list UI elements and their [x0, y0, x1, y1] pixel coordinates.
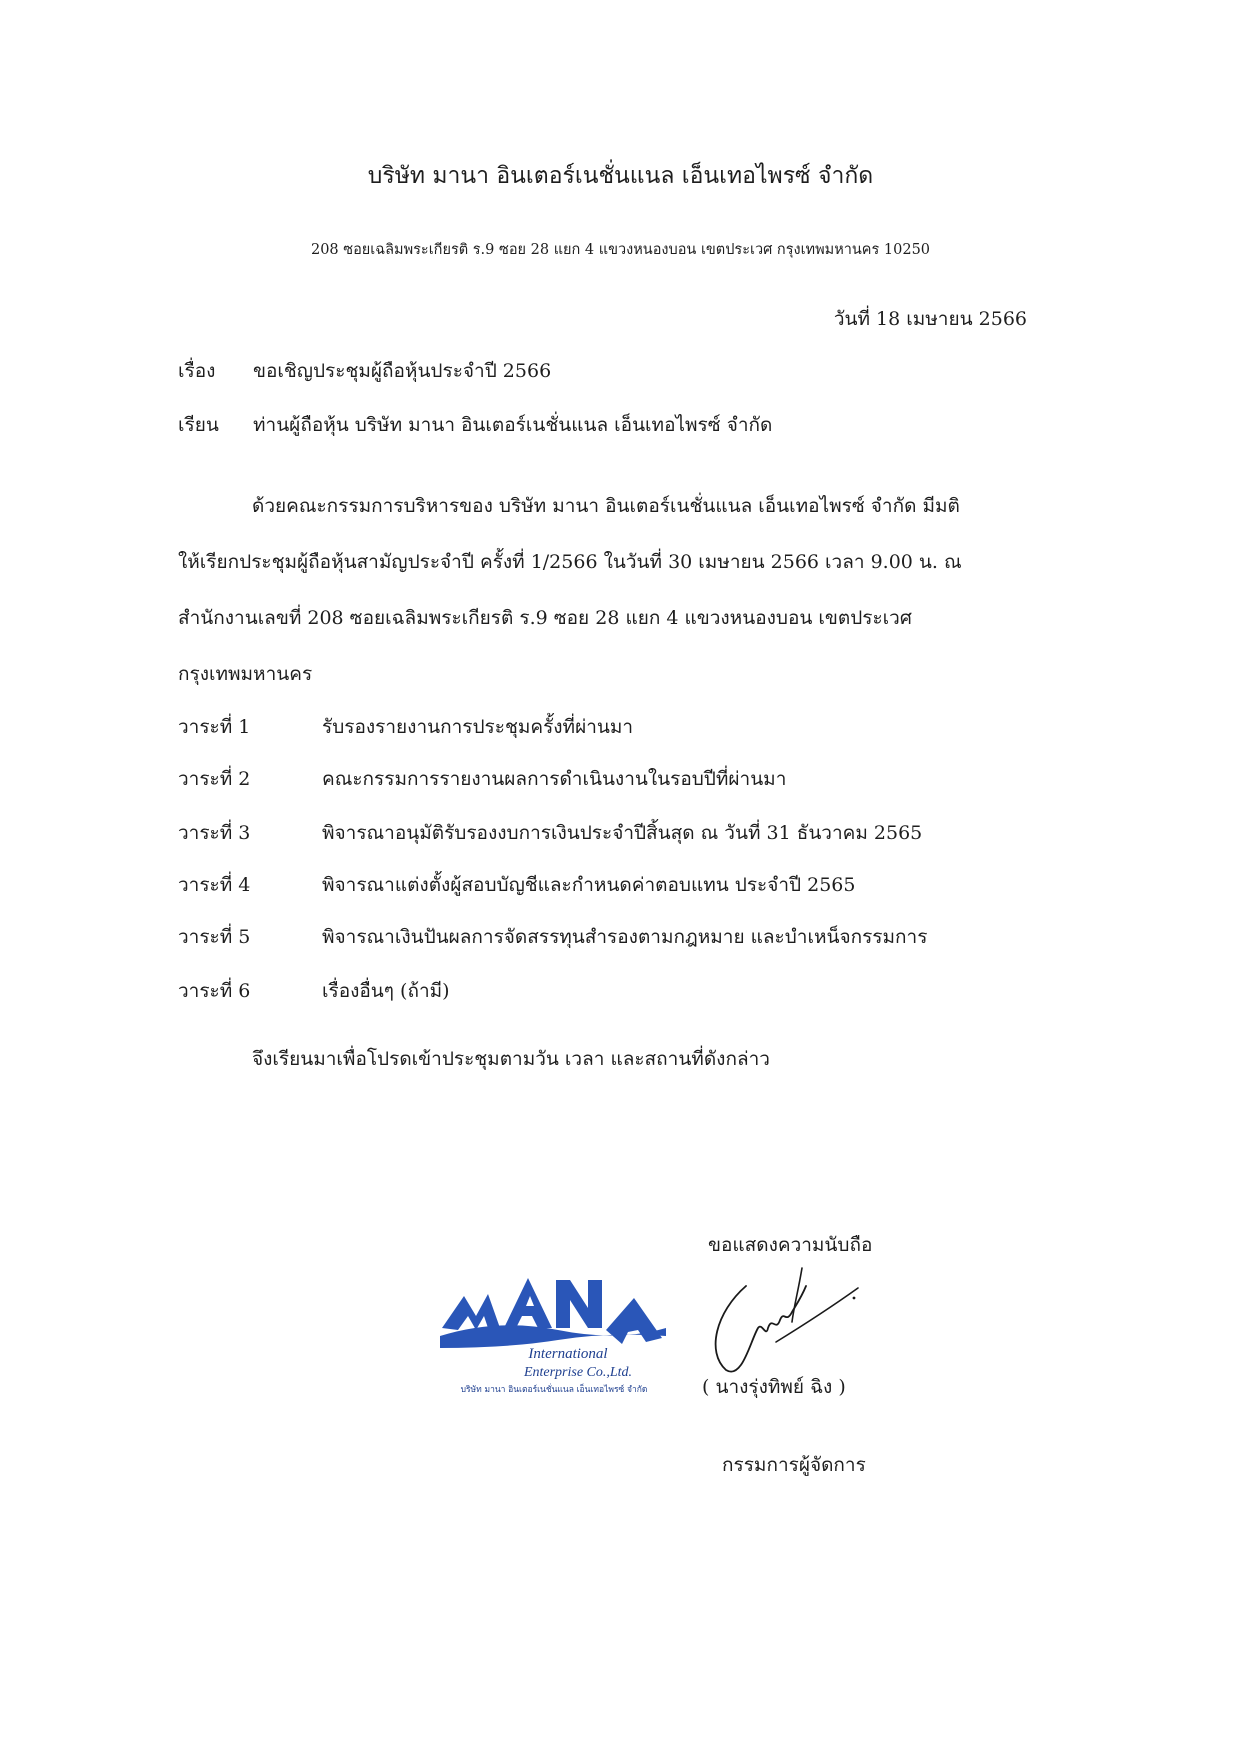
regards-text: ขอแสดงความนับถือ — [708, 1234, 873, 1256]
body-paragraph — [178, 478, 1058, 702]
body-line: กรุงเทพมหานคร — [178, 663, 313, 685]
letter-date: วันที่ 18 เมษายน 2566 — [833, 308, 1027, 330]
subject-label: เรื่อง — [178, 360, 216, 382]
company-address: 208 ซอยเฉลิมพระเกียรติ ร.9 ซอย 28 แยก 4 แขวงหนองบอน เขตประเวศ กรุงเทพมหานคร 10250 — [310, 242, 931, 258]
signature-scribble — [706, 1262, 866, 1377]
agenda-text: เรื่องอื่นๆ (ถ้ามี) — [322, 980, 450, 1002]
logo-line-1: International — [528, 1346, 608, 1362]
body-line: ด้วยคณะกรรมการบริหารของ บริษัท มานา อินเตอร์เนชั่นแนล เอ็นเทอไพรซ์ จำกัด มีมติ — [252, 495, 960, 517]
agenda-text: คณะกรรมการรายงานผลการดำเนินงานในรอบปีที่ผ่านมา — [322, 768, 787, 790]
closing-sentence: จึงเรียนมาเพื่อโปรดเข้าประชุมตามวัน เวลา และสถานที่ดังกล่าว — [252, 1048, 770, 1070]
company-name: บริษัท มานา อินเตอร์เนชั่นแนล เอ็นเทอไพรซ์ จำกัด — [367, 163, 874, 189]
subject-value: ขอเชิญประชุมผู้ถือหุ้นประจำปี 2566 — [253, 360, 552, 382]
agenda-number: วาระที่ 2 — [178, 768, 251, 790]
body-line: สำนักงานเลขที่ 208 ซอยเฉลิมพระเกียรติ ร.9 ซอย 28 แยก 4 แขวงหนองบอน เขตประเวศ — [178, 607, 912, 629]
recipient-value: ท่านผู้ถือหุ้น บริษัท มานา อินเตอร์เนชั่นแนล เอ็นเทอไพรซ์ จำกัด — [253, 414, 773, 436]
body-line: ให้เรียกประชุมผู้ถือหุ้นสามัญประจำปี ครั้งที่ 1/2566 ในวันที่ 30 เมษายน 2566 เวลา 9.00 น. ณ — [178, 551, 962, 573]
signer-name: ( นางรุ่งทิพย์ ฉิง ) — [702, 1376, 846, 1398]
logo-thai-name: บริษัท มานา อินเตอร์เนชั่นแนล เอ็นเทอไพรซ์ จำกัด — [460, 1385, 648, 1395]
agenda-number: วาระที่ 4 — [178, 874, 251, 896]
recipient-label: เรียน — [178, 414, 219, 436]
agenda-number: วาระที่ 1 — [178, 716, 251, 738]
agenda-number: วาระที่ 6 — [178, 980, 251, 1002]
agenda-text: พิจารณาเงินปันผลการจัดสรรทุนสำรองตามกฎหมาย และบำเหน็จกรรมการ — [322, 926, 928, 948]
signer-position: กรรมการผู้จัดการ — [722, 1454, 866, 1476]
agenda-text: พิจารณาแต่งตั้งผู้สอบบัญชีและกำหนดค่าตอบแทน ประจำปี 2565 — [322, 874, 856, 896]
agenda-number: วาระที่ 3 — [178, 822, 251, 844]
agenda-number: วาระที่ 5 — [178, 926, 251, 948]
agenda-text: พิจารณาอนุมัติรับรองงบการเงินประจำปีสิ้นสุด ณ วันที่ 31 ธันวาคม 2565 — [322, 822, 923, 844]
agenda-text: รับรองรายงานการประชุมครั้งที่ผ่านมา — [322, 716, 634, 738]
logo-line-2: Enterprise Co.,Ltd. — [523, 1365, 633, 1380]
company-logo — [438, 1258, 670, 1396]
